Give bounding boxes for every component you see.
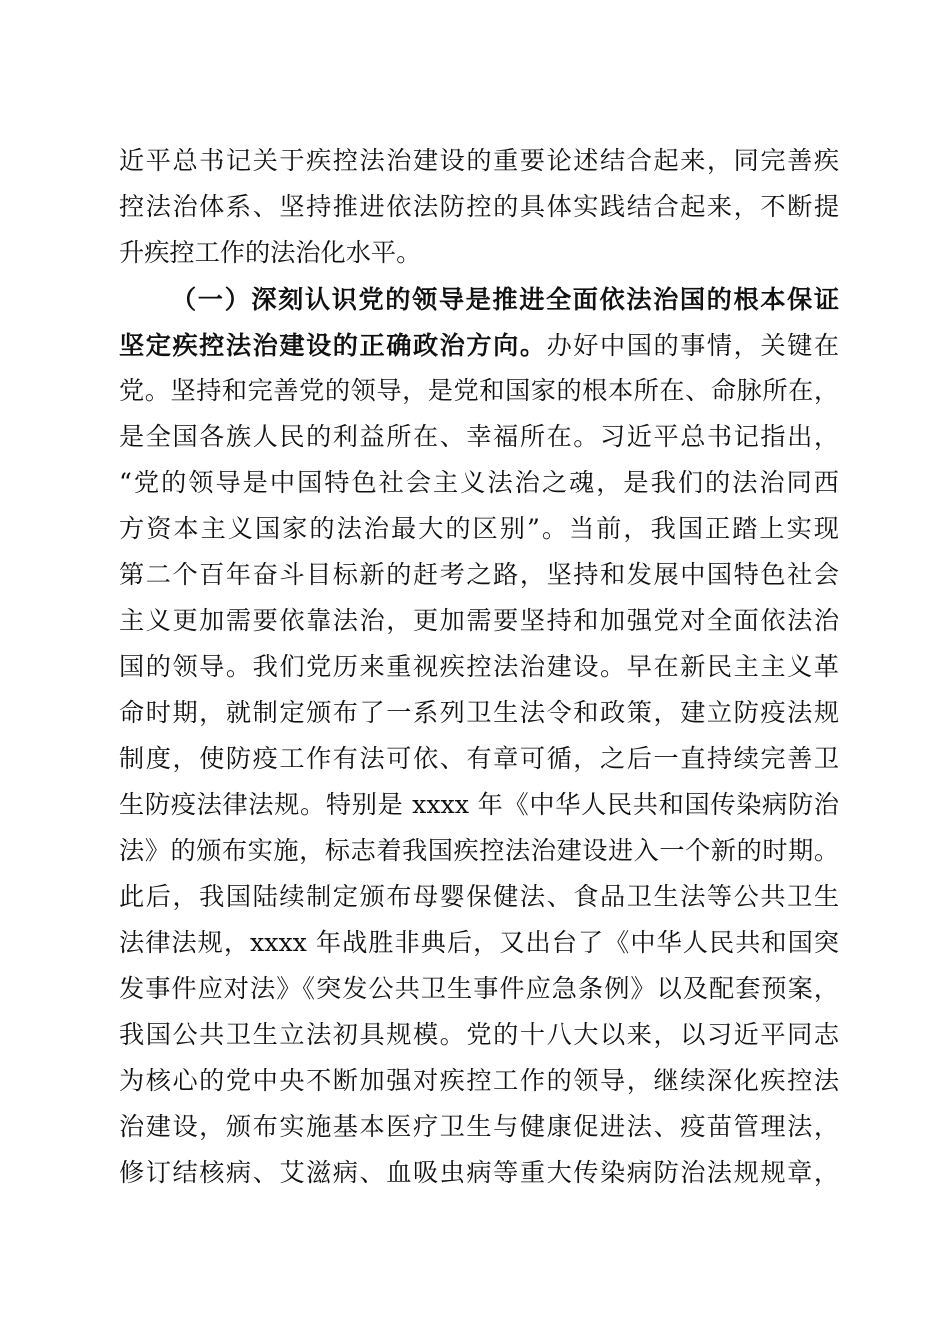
text-line-9: 方资本主义国家的法治最大的区别”。当前，我国正踏上实现 xyxy=(119,514,839,543)
text-line-10: 第二个百年奋斗目标新的赶考之路，坚持和发展中国特色社会 xyxy=(119,560,839,589)
text-line-11: 主义更加需要依靠法治，更加需要坚持和加强党对全面依法治 xyxy=(119,606,839,635)
text-line-12: 国的领导。我们党历来重视疾控法治建设。早在新民主主义革 xyxy=(119,652,839,681)
text-line-21: 为核心的党中央不断加强对疾控工作的领导，继续深化疾控法 xyxy=(119,1066,839,1095)
text-line-5-rest: 办好中国的事情，关键在 xyxy=(546,331,840,360)
text-line-1: 近平总书记关于疾控法治建设的重要论述结合起来，同完善疾 xyxy=(119,146,839,175)
text-line-17: 此后，我国陆续制定颁布母婴保健法、食品卫生法等公共卫生 xyxy=(119,882,839,911)
text-line-22: 治建设，颁布实施基本医疗卫生与健康促进法、疫苗管理法， xyxy=(119,1112,839,1141)
text-line-6: 党。坚持和完善党的领导，是党和国家的根本所在、命脉所在， xyxy=(119,376,839,405)
text-line-3: 升疾控工作的法治化水平。 xyxy=(119,238,422,267)
section-heading: （一）深刻认识党的领导是推进全面依法治国的根本保证 xyxy=(171,284,839,314)
text-line-19: 发事件应对法》《突发公共卫生事件应急条例》以及配套预案， xyxy=(119,974,839,1003)
text-line-13: 命时期，就制定颁布了一系列卫生法令和政策，建立防疫法规 xyxy=(119,698,839,727)
text-line-8: “党的领导是中国特色社会主义法治之魂，是我们的法治同西 xyxy=(119,468,839,497)
text-line-18: 法律法规，xxxx 年战胜非典后，又出台了《中华人民共和国突 xyxy=(119,928,839,957)
text-line-20: 我国公共卫生立法初具规模。党的十八大以来，以习近平同志 xyxy=(119,1020,839,1049)
text-line-15: 生防疫法律法规。特别是 xxxx 年《中华人民共和国传染病防治 xyxy=(119,790,839,819)
text-line-5 xyxy=(119,328,839,363)
text-line-16: 法》的颁布实施，标志着我国疾控法治建设进入一个新的时期。 xyxy=(119,836,839,865)
text-line-23: 修订结核病、艾滋病、血吸虫病等重大传染病防治法规规章， xyxy=(119,1158,839,1187)
text-line-7: 是全国各族人民的利益所在、幸福所在。习近平总书记指出， xyxy=(119,422,839,451)
text-line-14: 制度，使防疫工作有法可依、有章可循，之后一直持续完善卫 xyxy=(119,744,839,773)
section-heading-continuation: 坚定疾控法治建设的正确政治方向。 xyxy=(119,330,547,360)
text-line-2: 控法治体系、坚持推进依法防控的具体实践结合起来，不断提 xyxy=(119,192,839,221)
